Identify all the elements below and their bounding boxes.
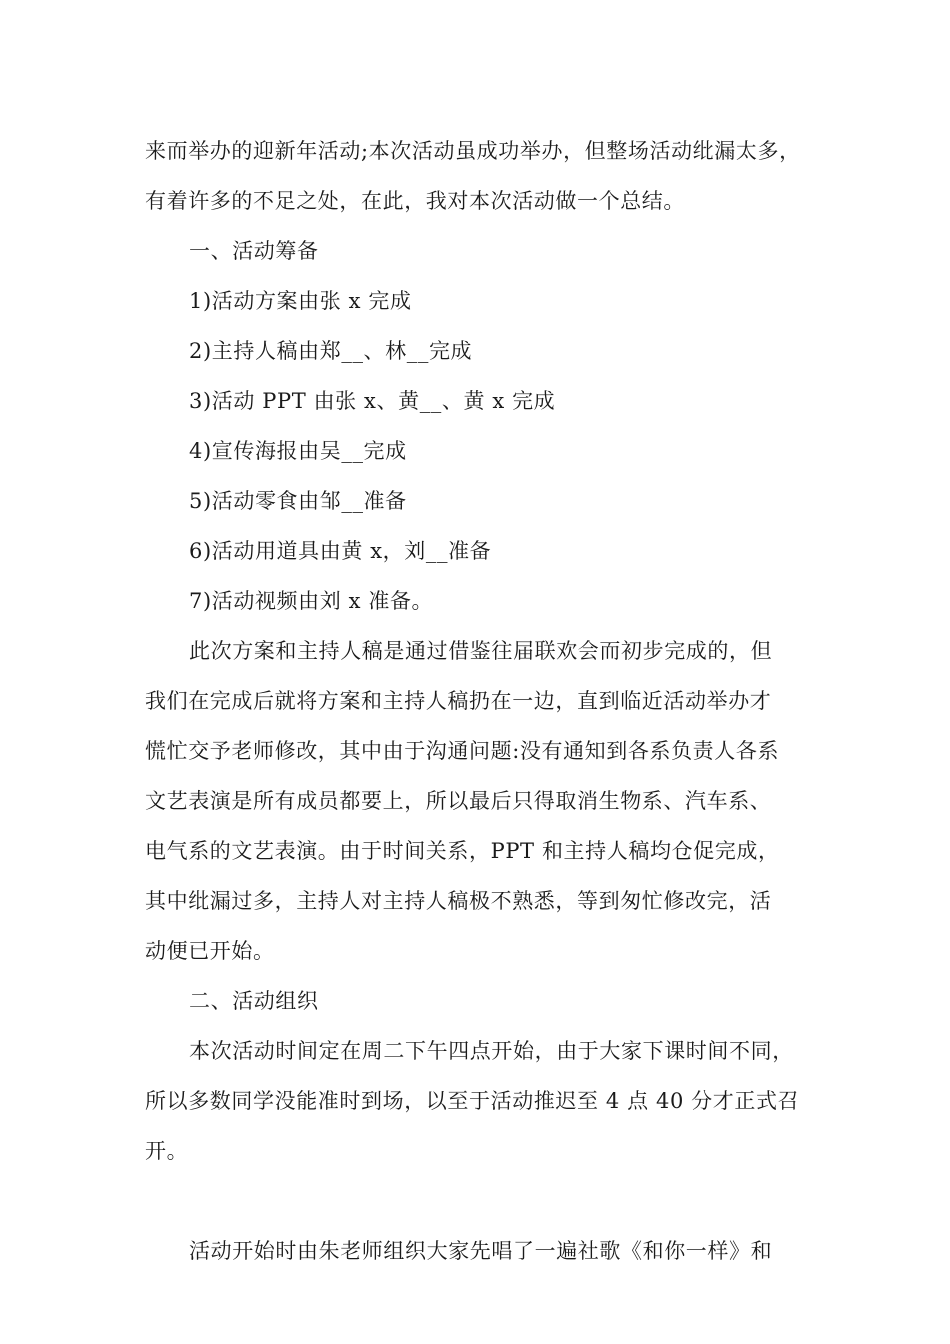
list-item: 6)活动用道具由黄 x，刘__准备 <box>189 539 492 563</box>
paragraph-line: 我们在完成后就将方案和主持人稿扔在一边，直到临近活动举办才 <box>145 689 772 713</box>
paragraph-line: 开。 <box>145 1139 189 1163</box>
document-body <box>145 126 825 1276</box>
list-item: 3)活动 PPT 由张 x、黄__、黄 x 完成 <box>189 389 556 413</box>
paragraph-line: 活动开始时由朱老师组织大家先唱了一遍社歌《和你一样》和 <box>189 1239 773 1263</box>
paragraph-line: 动便已开始。 <box>145 939 275 963</box>
paragraph-line: 有着许多的不足之处，在此，我对本次活动做一个总结。 <box>145 189 685 213</box>
paragraph-line: 文艺表演是所有成员都要上，所以最后只得取消生物系、汽车系、 <box>145 789 772 813</box>
list-item: 4)宣传海报由吴__完成 <box>189 439 407 463</box>
paragraph-line: 所以多数同学没能准时到场，以至于活动推迟至 4 点 40 分才正式召 <box>145 1089 800 1113</box>
paragraph-line: 来而举办的迎新年活动;本次活动虽成功举办，但整场活动纰漏太多， <box>145 139 801 163</box>
paragraph-line: 其中纰漏过多，主持人对主持人稿极不熟悉，等到匆忙修改完，活 <box>145 889 772 913</box>
blank-line <box>145 1176 825 1226</box>
paragraph-line: 本次活动时间定在周二下午四点开始，由于大家下课时间不同， <box>189 1039 794 1063</box>
paragraph-line: 电气系的文艺表演。由于时间关系，PPT 和主持人稿均仓促完成， <box>145 839 780 863</box>
list-item: 5)活动零食由邹__准备 <box>189 489 407 513</box>
list-item: 7)活动视频由刘 x 准备。 <box>189 589 434 613</box>
paragraph-line: 慌忙交予老师修改，其中由于沟通问题:没有通知到各系负责人各系 <box>145 739 780 763</box>
list-item: 1)活动方案由张 x 完成 <box>189 289 412 313</box>
section-heading: 一、活动筹备 <box>189 239 319 263</box>
list-item: 2)主持人稿由郑__、林__完成 <box>189 339 473 363</box>
paragraph-line: 此次方案和主持人稿是通过借鉴往届联欢会而初步完成的，但 <box>189 639 773 663</box>
section-heading: 二、活动组织 <box>189 989 319 1013</box>
